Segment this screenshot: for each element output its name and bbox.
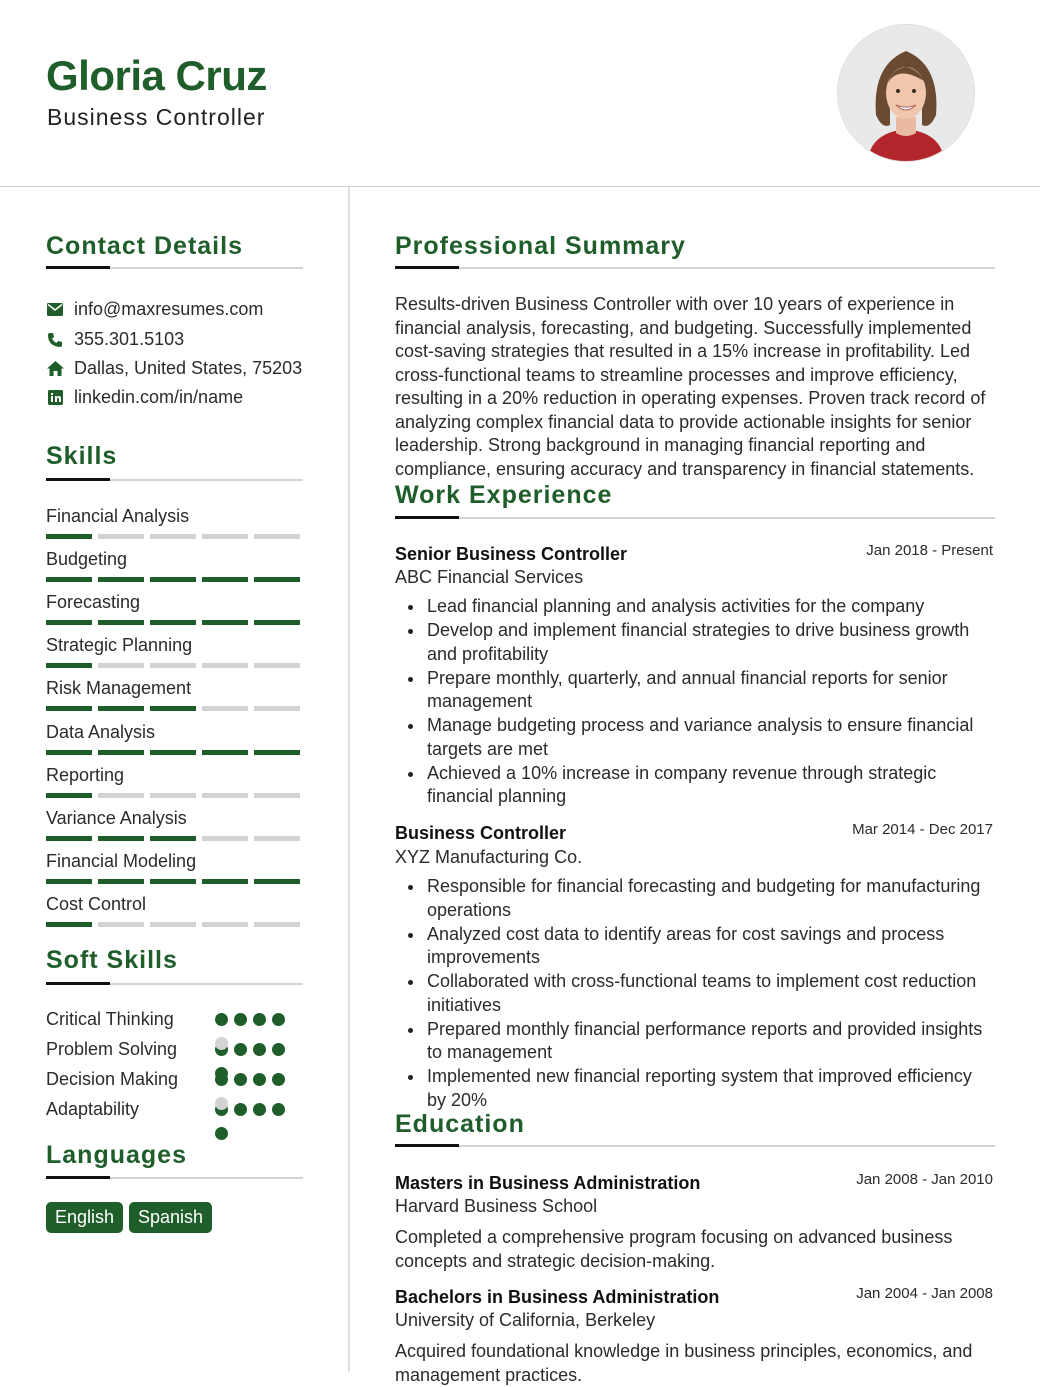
soft-skill-item: Critical Thinking — [46, 1009, 174, 1029]
skill-level-segment — [150, 706, 196, 711]
profile-photo — [837, 24, 975, 162]
degree-dates: Jan 2008 - Jan 2010 — [856, 1171, 993, 1188]
skill-level-segment — [202, 534, 248, 539]
skill-level-segment — [254, 793, 300, 798]
list-item: Analyzed cost data to identify areas for cost savings and process improvements — [405, 923, 995, 970]
skill-level-segment — [254, 534, 300, 539]
skill-level-segment — [98, 577, 144, 582]
skill-level-segment — [98, 620, 144, 625]
list-item: Lead financial planning and analysis activities for the company — [405, 595, 995, 619]
linkedin-icon — [46, 389, 64, 407]
rating-dot — [234, 1073, 247, 1086]
skill-level-segment — [254, 750, 300, 755]
list-item: Prepare monthly, quarterly, and annual financial reports for senior management — [405, 667, 995, 714]
skill-level-segment — [46, 793, 92, 798]
skill-level-segment — [150, 750, 196, 755]
soft-skill-item: Decision Making — [46, 1069, 179, 1089]
rating-dot — [215, 1013, 228, 1026]
school-name: Harvard Business School — [395, 1196, 598, 1216]
contact-address — [46, 358, 302, 379]
skill-level-segment — [46, 750, 92, 755]
skill-level-segment — [98, 750, 144, 755]
work-heading: Work Experience — [395, 481, 613, 509]
skill-level-segment — [46, 836, 92, 841]
skill-level-segment — [46, 922, 92, 927]
job-dates: Mar 2014 - Dec 2017 — [852, 821, 993, 838]
contact-linkedin-text: linkedin.com/in/name — [74, 387, 244, 407]
contact-phone-text: 355.301.5103 — [74, 329, 185, 349]
skill-level-segment — [202, 577, 248, 582]
skill-level-segment — [202, 922, 248, 927]
skill-level-segment — [150, 663, 196, 668]
skill-level-segment — [150, 534, 196, 539]
language-badge-spanish: Spanish — [129, 1202, 212, 1233]
skill-item — [46, 893, 302, 927]
education-heading: Education — [395, 1110, 525, 1138]
skill-level-segment — [150, 793, 196, 798]
rating-dot — [272, 1073, 285, 1086]
skill-item — [46, 677, 302, 711]
skill-level-segment — [46, 706, 92, 711]
skill-item — [46, 721, 302, 755]
list-item: Develop and implement financial strategies to drive business growth and profitability — [405, 619, 995, 666]
skill-level-segment — [254, 663, 300, 668]
skill-level-bar — [46, 793, 302, 798]
rating-dot — [234, 1103, 247, 1116]
skill-label: Forecasting — [46, 592, 141, 612]
skill-label: Financial Modeling — [46, 851, 197, 871]
skill-level-segment — [98, 836, 144, 841]
envelope-icon — [46, 301, 64, 319]
skill-level-segment — [254, 922, 300, 927]
rating-dot — [272, 1103, 285, 1116]
skill-label: Data Analysis — [46, 722, 156, 742]
job-company: ABC Financial Services — [395, 567, 584, 587]
home-icon — [46, 360, 64, 378]
job-title: Business Controller — [395, 823, 567, 843]
skill-label: Variance Analysis — [46, 808, 187, 828]
resume-header — [0, 0, 1040, 187]
list-item: Achieved a 10% increase in company revenue through strategic financial planning — [405, 762, 995, 809]
skill-level-bar — [46, 706, 302, 711]
skill-level-segment — [150, 577, 196, 582]
skill-label: Risk Management — [46, 678, 192, 698]
column-divider — [348, 187, 350, 1372]
school-name: University of California, Berkeley — [395, 1310, 656, 1330]
skill-level-bar — [46, 836, 302, 841]
skill-level-bar — [46, 534, 302, 539]
contact-heading-rule — [46, 267, 303, 269]
skill-level-segment — [202, 836, 248, 841]
contact-phone[interactable] — [46, 329, 184, 350]
skill-label: Strategic Planning — [46, 635, 193, 655]
skills-heading: Skills — [46, 442, 118, 470]
skill-level-segment — [202, 663, 248, 668]
job-bullets — [405, 595, 995, 809]
summary-text: Results-driven Business Controller with over 10 years of experience in financial analysis, forecasting, and budgeting. Successfully implemented cost-saving strategies that resulted in a 15% increase in profitability. Led cross-functional teams to streamline processes and improve efficiency, resulting in a 20% reduction in operating expenses. Proven track record of analyzing complex financial data to provide actionable insights for senior leadership. Strong background in managing financial reporting and compliance, ensuring accuracy and transparency in financial statements. — [395, 294, 986, 479]
soft-skill-rating — [215, 1013, 285, 1026]
rating-dot — [215, 1097, 228, 1110]
job-bullets — [405, 875, 995, 1113]
list-item: Manage budgeting process and variance analysis to ensure financial targets are met — [405, 714, 995, 761]
skill-item — [46, 505, 302, 539]
skill-level-segment — [98, 879, 144, 884]
rating-dot — [234, 1043, 247, 1056]
skill-level-segment — [202, 706, 248, 711]
skill-level-segment — [254, 620, 300, 625]
list-item: Collaborated with cross-functional teams to implement cost reduction initiatives — [405, 970, 995, 1017]
rating-dot — [253, 1103, 266, 1116]
skill-level-segment — [254, 706, 300, 711]
skill-level-bar — [46, 663, 302, 668]
summary-heading: Professional Summary — [395, 232, 686, 260]
soft-skill-item: Adaptability — [46, 1099, 140, 1119]
contact-address-text: Dallas, United States, 75203 — [74, 358, 303, 378]
rating-dot — [253, 1013, 266, 1026]
rating-dot — [253, 1073, 266, 1086]
skill-item — [46, 850, 302, 884]
contact-email[interactable] — [46, 299, 263, 320]
soft-skills-heading: Soft Skills — [46, 946, 178, 974]
skill-level-segment — [202, 793, 248, 798]
skill-level-segment — [98, 663, 144, 668]
skill-item — [46, 807, 302, 841]
degree-description: Acquired foundational knowledge in business principles, economics, and management practices. — [395, 1341, 973, 1385]
skill-item — [46, 634, 302, 668]
skill-level-bar — [46, 879, 302, 884]
skill-level-segment — [98, 534, 144, 539]
rating-dot — [215, 1037, 228, 1050]
list-item: Responsible for financial forecasting and budgeting for manufacturing operations — [405, 875, 995, 922]
skill-level-segment — [46, 534, 92, 539]
summary-heading-rule — [395, 267, 995, 269]
skill-level-bar — [46, 620, 302, 625]
rating-dot — [234, 1013, 247, 1026]
candidate-title: Business Controller — [47, 104, 266, 130]
degree-title: Bachelors in Business Administration — [395, 1287, 720, 1307]
skill-level-segment — [150, 879, 196, 884]
skill-item — [46, 548, 302, 582]
skill-item — [46, 764, 302, 798]
skill-level-segment — [98, 793, 144, 798]
job-company: XYZ Manufacturing Co. — [395, 847, 583, 867]
rating-dot — [215, 1127, 228, 1140]
skill-item — [46, 591, 302, 625]
job-dates: Jan 2018 - Present — [866, 542, 993, 559]
education-heading-rule — [395, 1145, 995, 1147]
contact-email-text: info@maxresumes.com — [74, 299, 264, 319]
skill-level-segment — [150, 620, 196, 625]
languages-heading-rule — [46, 1177, 303, 1179]
soft-skills-heading-rule — [46, 983, 303, 985]
skill-level-segment — [98, 706, 144, 711]
skill-level-bar — [46, 750, 302, 755]
skill-label: Financial Analysis — [46, 506, 190, 526]
skill-level-segment — [254, 577, 300, 582]
rating-dot — [272, 1043, 285, 1056]
skill-level-segment — [150, 836, 196, 841]
skill-label: Reporting — [46, 765, 125, 785]
list-item: Implemented new financial reporting system that improved efficiency by 20% — [405, 1065, 995, 1112]
skill-label: Cost Control — [46, 894, 147, 914]
language-badge-english: English — [46, 1202, 123, 1233]
skill-level-segment — [202, 620, 248, 625]
list-item: Prepared monthly financial performance reports and provided insights to management — [405, 1018, 995, 1065]
skill-level-segment — [46, 620, 92, 625]
degree-description: Completed a comprehensive program focusing on advanced business concepts and strategic decision-making. — [395, 1227, 953, 1271]
skill-level-segment — [202, 750, 248, 755]
phone-icon — [46, 331, 64, 349]
candidate-name: Gloria Cruz — [46, 52, 267, 99]
skill-level-segment — [46, 663, 92, 668]
work-heading-rule — [395, 517, 995, 519]
contact-linkedin[interactable] — [46, 387, 243, 408]
skill-level-bar — [46, 922, 302, 927]
degree-title: Masters in Business Administration — [395, 1173, 701, 1193]
skill-level-segment — [46, 577, 92, 582]
skill-level-bar — [46, 577, 302, 582]
skill-level-segment — [150, 922, 196, 927]
skill-level-segment — [254, 836, 300, 841]
soft-skill-item: Problem Solving — [46, 1039, 178, 1059]
skills-heading-rule — [46, 479, 303, 481]
contact-heading: Contact Details — [46, 232, 243, 260]
skill-label: Budgeting — [46, 549, 128, 569]
rating-dot — [272, 1013, 285, 1026]
rating-dot — [215, 1067, 228, 1080]
skill-level-segment — [98, 922, 144, 927]
job-title: Senior Business Controller — [395, 544, 628, 564]
skill-level-segment — [202, 879, 248, 884]
skill-level-segment — [254, 879, 300, 884]
degree-dates: Jan 2004 - Jan 2008 — [856, 1285, 993, 1302]
skill-level-segment — [46, 879, 92, 884]
languages-heading: Languages — [46, 1141, 187, 1169]
rating-dot — [253, 1043, 266, 1056]
